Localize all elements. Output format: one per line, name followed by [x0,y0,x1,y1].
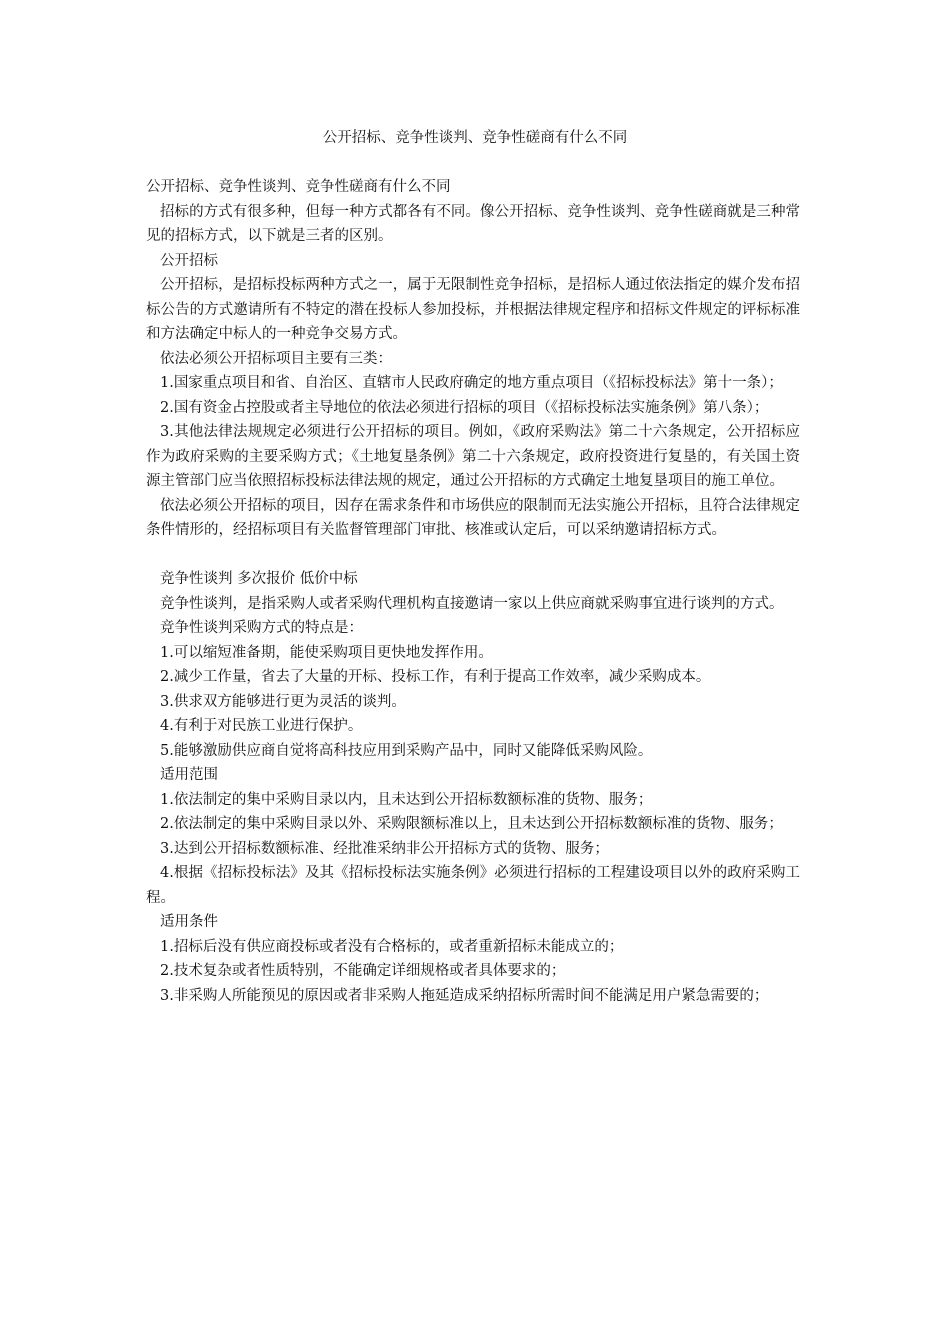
list-item: 2.技术复杂或者性质特别，不能确定详细规格或者具体要求的； [160,963,566,979]
scope-heading: 适用范围 [160,767,218,783]
negotiation-features-heading: 竞争性谈判采购方式的特点是： [160,620,363,636]
open-tender-exception-paragraph: 依法必须公开招标的项目，因存在需求条件和市场供应的限制而无法实施公开招标，且符合法律规定条件情形的，经招标项目有关监督管理部门审批、核准或认定后，可以采纳邀请招标方式。 [146,497,800,538]
list-item: 1.可以缩短准备期，能使采购项目更快地发挥作用。 [160,644,493,661]
list-item: 3.其他法律法规规定必须进行公开招标的项目。例如，《政府采购法》第二十六条规定，公开招标应作为政府采购的主要采购方式；《土地复垦条例》第二十六条规定，政府投资进行复垦的，有关国土资源主管部门应当依照招标投标法律法规的规定，通过公开招标的方式确定土地复垦项目的施工单位。 [146,424,800,489]
intro-paragraph: 招标的方式有很多种，但每一种方式都各有不同。像公开招标、竞争性谈判、竞争性磋商就是三种常见的招标方式，以下就是三者的区别。 [146,203,800,244]
list-item: 1.招标后没有供应商投标或者没有合格标的，或者重新招标未能成立的； [160,938,624,955]
open-tender-definition: 公开招标，是招标投标两种方式之一，属于无限制性竞争招标，是招标人通过依法指定的媒介发布招标公告的方式邀请所有不特定的潜在投标人参加投标，并根据法律规定程序和招标文件规定的评标标准和方法确定中标人的一种竞争交易方式。 [146,277,800,342]
list-item: 3.供求双方能够进行更为灵活的谈判。 [160,693,406,710]
list-item: 3.非采购人所能预见的原因或者非采购人拖延造成采纳招标所需时间不能满足用户紧急需要的； [160,987,769,1004]
list-item: 2.依法制定的集中采购目录以外、采购限额标准以上，且未达到公开招标数额标准的货物、服务； [160,816,783,832]
list-item: 2.减少工作量，省去了大量的开标、投标工作，有利于提高工作效率，减少采购成本。 [160,669,711,685]
list-item: 1.依法制定的集中采购目录以内，且未达到公开招标数额标准的货物、服务； [160,791,653,808]
document-title: 公开招标、竞争性谈判、竞争性磋商有什么不同 [322,130,628,146]
subtitle-paragraph: 公开招标、竞争性谈判、竞争性磋商有什么不同 [146,179,451,195]
list-item: 2.国有资金占控股或者主导地位的依法必须进行招标的项目（《招标投标法实施条例》第八条）； [160,399,769,416]
blank-line [146,543,800,568]
section-heading-open-tender: 公开招标 [160,252,218,269]
list-item: 4.有利于对民族工业进行保护。 [160,718,363,734]
list-item: 3.达到公开招标数额标准、经批准采纳非公开招标方式的货物、服务； [160,840,609,857]
section-heading-negotiation: 竞争性谈判 多次报价 低价中标 [160,571,358,587]
list-item: 1.国家重点项目和省、自治区、直辖市人民政府确定的地方重点项目（《招标投标法》第十一条）； [160,375,783,391]
conditions-heading: 适用条件 [160,914,218,930]
document-body [146,175,800,1008]
open-tender-categories-heading: 依法必须公开招标项目主要有三类： [160,350,392,367]
list-item: 4.根据《招标投标法》及其《招标投标法实施条例》必须进行招标的工程建设项目以外的政府采购工程。 [146,865,800,906]
list-item: 5.能够激励供应商自觉将高科技应用到采购产品中，同时又能降低采购风险。 [160,742,653,759]
negotiation-definition: 竞争性谈判，是指采购人或者采购代理机构直接邀请一家以上供应商就采购事宜进行谈判的方式。 [160,595,784,612]
